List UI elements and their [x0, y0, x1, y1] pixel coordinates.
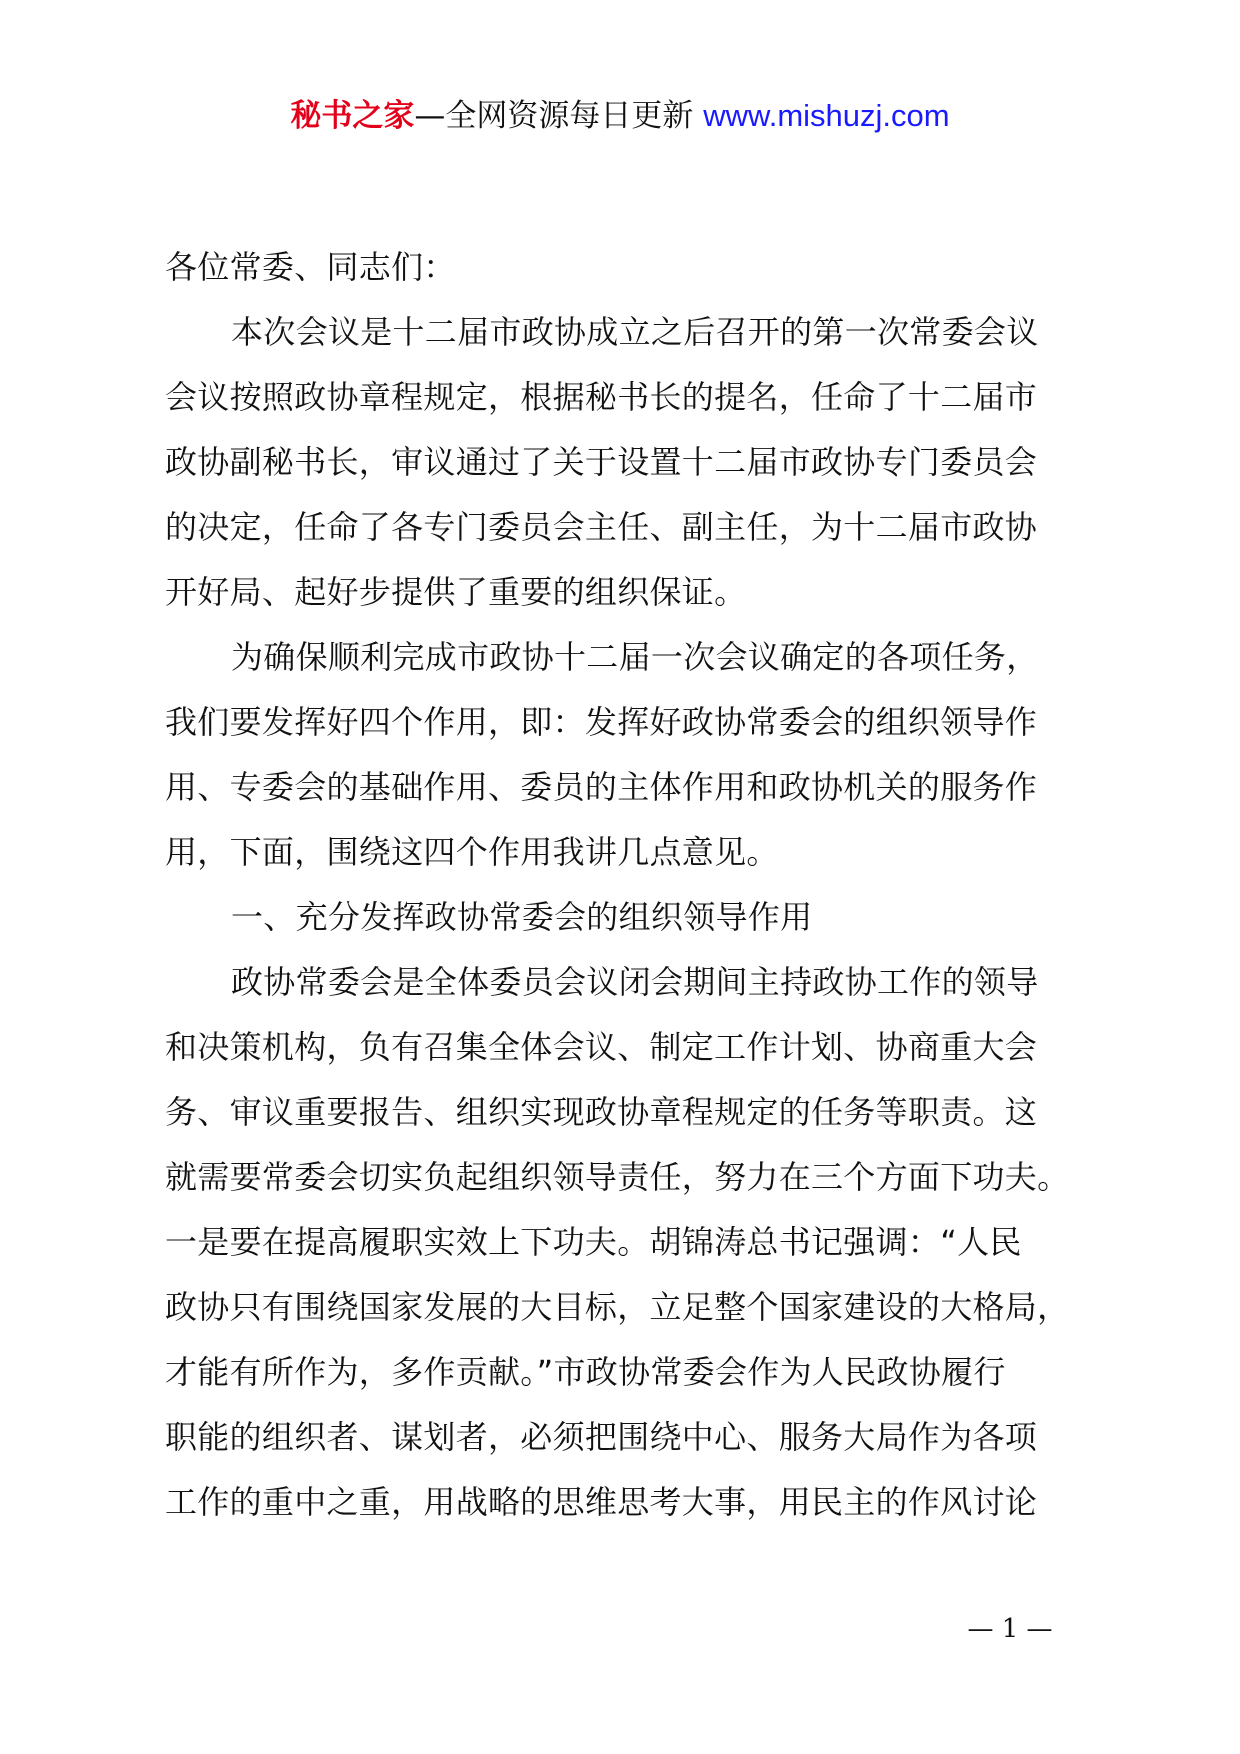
paragraph-line: 一是要在提高履职实效上下功夫。胡锦涛总书记强调：“人民 — [165, 1223, 1022, 1261]
site-url[interactable]: www.mishuzj.com — [703, 98, 950, 133]
paragraph-line: 我们要发挥好四个作用，即：发挥好政协常委会的组织领导作 — [165, 703, 1038, 741]
paragraph-line: 本次会议是十二届市政协成立之后召开的第一次常委会议 — [231, 313, 1039, 351]
paragraph-line: 用，下面，围绕这四个作用我讲几点意见。 — [165, 833, 779, 871]
paragraph-line: 开好局、起好步提供了重要的组织保证。 — [165, 573, 747, 611]
paragraph-line: 就需要常委会切实负起组织领导责任，努力在三个方面下功夫。 — [165, 1158, 1070, 1196]
paragraph-line: 职能的组织者、谋划者，必须把围绕中心、服务大局作为各项 — [165, 1418, 1038, 1456]
paragraph-line: 和决策机构，负有召集全体会议、制定工作计划、协商重大会 — [165, 1028, 1038, 1066]
page-number: — 1 — — [967, 1614, 1053, 1644]
paragraph-line: 为确保顺利完成市政协十二届一次会议确定的各项任务， — [231, 638, 1039, 676]
paragraph-line: 政协只有围绕国家发展的大目标，立足整个国家建设的大格局， — [165, 1288, 1070, 1326]
section-heading: 一、充分发挥政协常委会的组织领导作用 — [231, 898, 813, 936]
paragraph-line: 会议按照政协章程规定，根据秘书长的提名，任命了十二届市 — [165, 378, 1038, 416]
salutation: 各位常委、同志们： — [165, 248, 456, 286]
site-header — [0, 96, 1240, 136]
brand-name: 秘书之家 — [290, 98, 415, 134]
paragraph-line: 政协副秘书长，审议通过了关于设置十二届市政协专门委员会 — [165, 443, 1038, 481]
paragraph-line: 才能有所作为，多作贡献。”市政协常委会作为人民政协履行 — [165, 1353, 1006, 1391]
paragraph-line: 务、审议重要报告、组织实现政协章程规定的任务等职责。这 — [165, 1093, 1038, 1131]
paragraph-line: 用、专委会的基础作用、委员的主体作用和政协机关的服务作 — [165, 768, 1038, 806]
document-body — [165, 235, 1105, 1535]
paragraph-line: 政协常委会是全体委员会议闭会期间主持政协工作的领导 — [231, 963, 1039, 1001]
site-tagline: —全网资源每日更新 — [414, 98, 704, 134]
paragraph-line: 的决定，任命了各专门委员会主任、副主任，为十二届市政协 — [165, 508, 1038, 546]
paragraph-line: 工作的重中之重，用战略的思维思考大事，用民主的作风讨论 — [165, 1483, 1038, 1521]
